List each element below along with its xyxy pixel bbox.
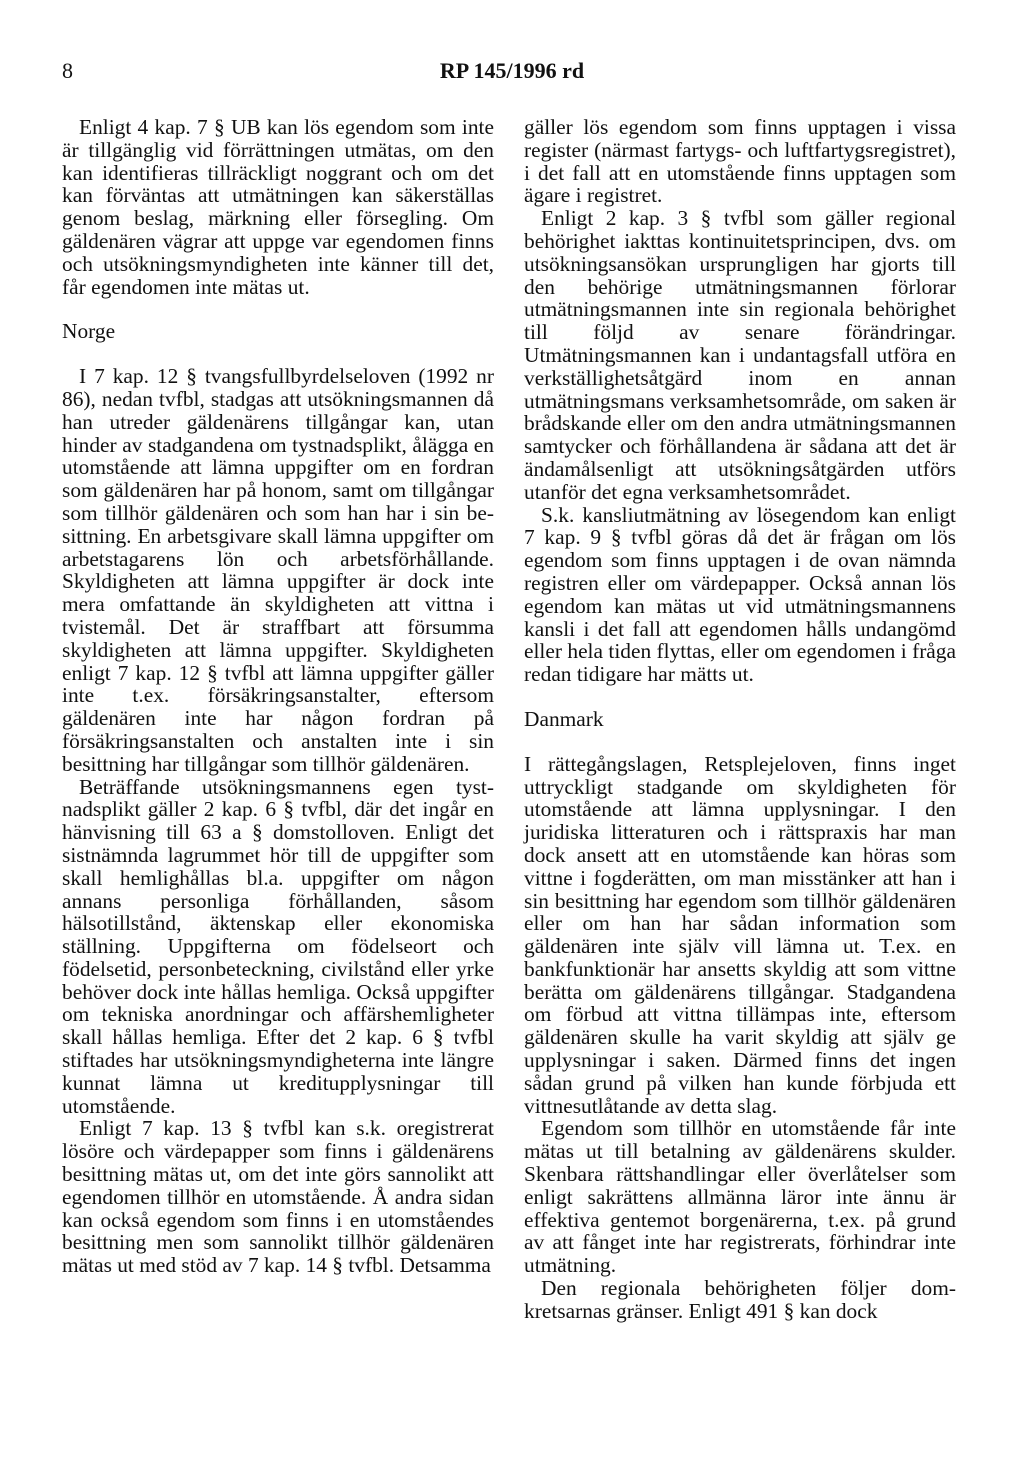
paragraph: I rättegångslagen, Retsplejeloven, finns inget uttryckligt stadgande om skyldigheten för utomstående att lämna upplysningar. I den juridiska litteraturen och i rättspraxis har man dock ansett att en utomstående kan höras som vittne i fogderätten, om man misstänker att han i sin besittning har egendom som tillhör gäldenären eller om han har sådan information som gäldenären inte själv vill lämna ut. T.ex. en bankfunktionär har ansetts skyldig att som vittne berätta om gäldenärens tillgångar. Stadgandena om förbud att vittna tillämpas inte, eftersom gäldenären skulle ha varit skyldig att själv ge upplysningar i saken. Därmed finns det ingen sådan grund på vilken han kunde förbjuda ett vittnesutlåtande av detta slag. xyxy=(524,751,956,1118)
left-column xyxy=(62,116,494,1277)
section-heading-norge: Norge xyxy=(62,319,116,344)
right-column xyxy=(524,116,956,1323)
paragraph: Beträffande utsökningsmannens egen tystnadsplikt gäller 2 kap. 6 § tvfbl, där det ingår en hänvisning till 63 a § domstolloven. Enligt det sistnämnda lagrummet hör till de uppgifter som skall hemlighållas bl.a. uppgifter om någon annans personliga förhållanden, såsom hälsotillstånd, äktenskap eller ekonomiska ställning. Uppgifterna om födelseort och födelsetid, personbeteckning, civilstånd eller yrke behöver dock inte hållas hemliga. Också uppgifter om tekniska anordningar och affärshemligheter skall hållas hemliga. Efter det 2 kap. 6 § tvfbl stiftades har utsökningsmyndigheterna inte längre kunnat lämna ut kreditupplysningar till utomstående. xyxy=(62,774,494,1118)
paragraph: Enligt 4 kap. 7 § UB kan lös egendom som inte är tillgänglig vid förrättningen utmätas, om den kan identifieras tillräckligt noggrant och om det kan förväntas att utmätningen kan säkerställas genom beslag, märkning eller försegling. Om gäldenären vägrar att uppge var egendomen finns och utsökningsmyndigheten inte känner till det, får egendomen inte mätas ut. xyxy=(62,115,494,299)
page-number: 8 xyxy=(62,58,73,83)
section-heading-danmark: Danmark xyxy=(524,706,604,731)
paragraph: I 7 kap. 12 § tvangsfullbyrdelseloven (1992 nr 86), nedan tvfbl, stadgas att utsökningsmannen då han utreder gäldenärens tillgångar kan, utan hinder av stadgandena om tystnadsplikt, ålägga en utomstående att lämna uppgifter om en fordran som gäldenären har på honom, samt om tillgångar som tillhör gäldenären och som han har i sin besittning. En arbetsgivare skall lämna uppgifter om arbetstagarens lön och arbetsförhållande. Skyldigheten att lämna uppgifter är dock inte mera omfattande än skyldigheten att vittna i tvistemål. Det är straffbart att försumma skyldigheten att lämna uppgifter. Skyldigheten enligt 7 kap. 12 § tvfbl att lämna uppgifter gäller inte t.ex. försäkringsanstalter, eftersom gäldenären inte har någon fordran på försäkringsanstalten och anstalten inte i sin besittning har tillgångar som tillhör gäldenären. xyxy=(62,364,494,776)
running-title: RP 145/1996 rd xyxy=(439,58,585,83)
paragraph: Enligt 2 kap. 3 § tvfbl som gäller regional behörighet iakttas kontinuitetsprincipen, dvs. om utsökningsansökan ursprungligen har gjorts till den behörige utmätningsmannen förlorar utmätningsmannen inte sin regionala behörighet till följd av senare förändringar. Utmätningsmannen kan i undantagsfall utföra en verkställighetsåtgärd inom en annan utmätningsmans verksamhetsområde, om saken är brådskande eller om den andra utmätningsmannen samtycker och förhållandena är sådana att det är ändamålsenligt att utsökningsåtgärden utförs utanför det egna verksamhetsområdet. xyxy=(524,206,956,504)
paragraph: gäller lös egendom som finns upptagen i vissa register (närmast fartygs- och luftfartygsregistret), i det fall att en utomstående finns upptagen som ägare i registret. xyxy=(524,115,956,208)
paragraph: Den regionala behörigheten följer domkretsarnas gränser. Enligt 491 § kan dock xyxy=(524,1276,956,1323)
paragraph: S.k. kansliutmätning av lösegendom kan enligt 7 kap. 9 § tvfbl göras då det är frågan om lös egendom som finns upptagen i de ovan nämnda registren eller om värdepapper. Också annan lös egendom kan mätas ut vid utmätningsmannens kansli i det fall att egendomen hålls undangömd eller hela tiden flyttas, eller om egendomen i fråga redan tidigare har mätts ut. xyxy=(524,502,956,687)
paragraph: Egendom som tillhör en utomstående får inte mätas ut till betalning av gäldenärens skulder. Skenbara rättshandlingar eller överlåtelser som enligt sakrättens allmänna läror inte ännu är effektiva gentemot borgenärerna, t.ex. på grund av att fånget inte har registrerats, förhindrar inte utmätning. xyxy=(524,1116,956,1278)
paragraph: Enligt 7 kap. 13 § tvfbl kan s.k. oregistrerat lösöre och värdepapper som finns i gäldenärens besittning mätas ut, om det inte görs sannolikt att egendomen tillhör en utomstående. Å andra sidan kan också egendom som finns i en utomståendes besittning men som sannolikt tillhör gäldenären mätas ut med stöd av 7 kap. 14 § tvfbl. Detsamma xyxy=(62,1116,494,1278)
